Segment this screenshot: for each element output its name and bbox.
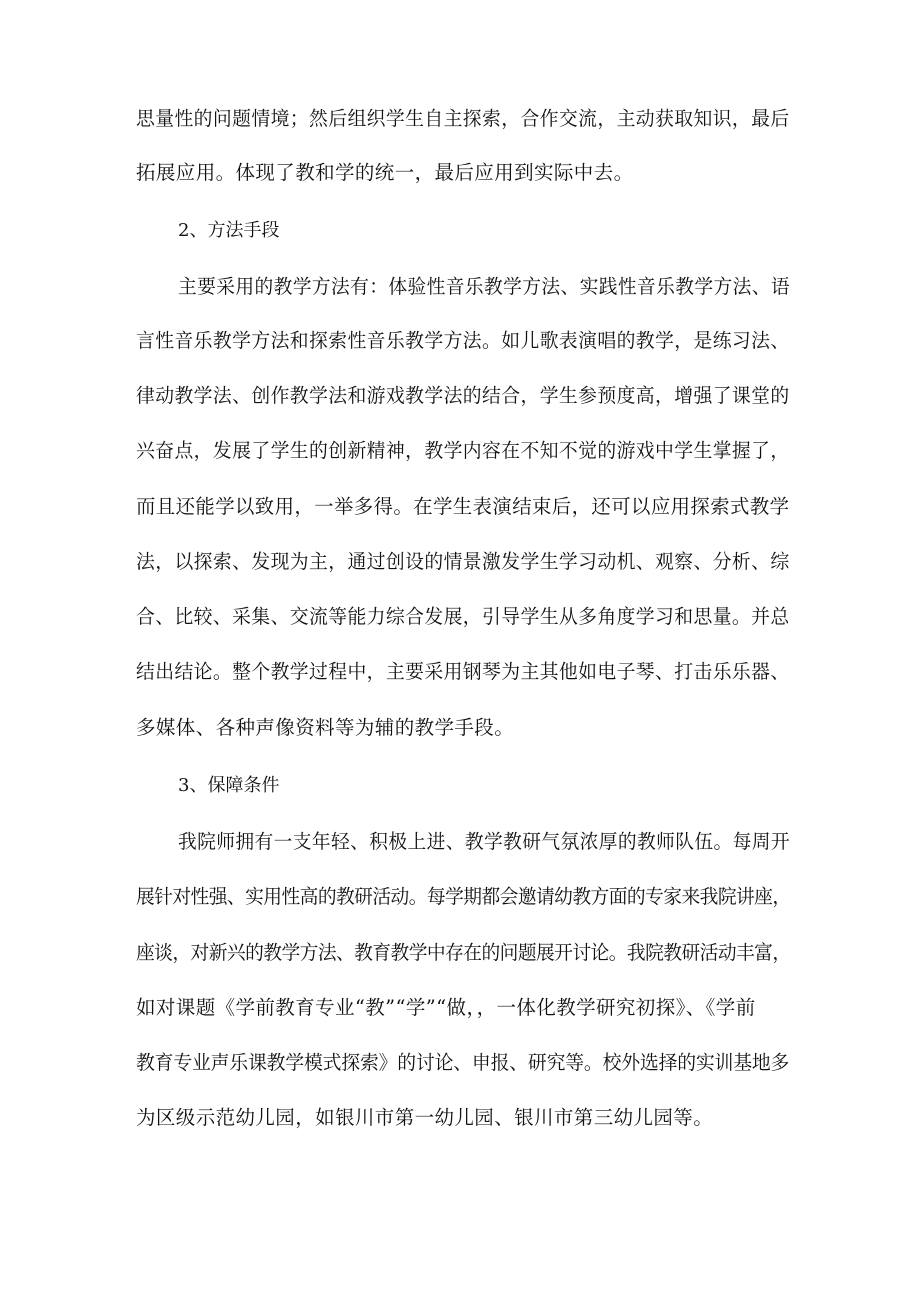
methods-line-2: 言性音乐教学方法和探索性音乐教学方法。如儿歌表演唱的教学，是练习法、	[136, 329, 790, 352]
conditions-line-6: 为区级示范幼儿园，如银川市第一幼儿园、银川市第三幼儿园等。	[136, 1106, 714, 1129]
conditions-line-5: 教育专业声乐课教学模式探索》的讨论、申报、研究等。校外选择的实训基地多	[136, 1051, 790, 1074]
methods-line-1: 主要采用的教学方法有：体验性音乐教学方法、实践性音乐教学方法、语	[178, 275, 790, 298]
intro-line-1: 思量性的问题情境；然后组织学生自主探索，合作交流，主动获取知识，最后	[136, 107, 790, 130]
methods-line-4: 兴奋点，发展了学生的创新精神，教学内容在不知不觉的游戏中学生掌握了，	[136, 439, 790, 462]
methods-line-9: 多媒体、各种声像资料等为辅的教学手段。	[136, 716, 515, 739]
intro-line-2: 拓展应用。体现了教和学的统一，最后应用到实际中去。	[136, 161, 634, 184]
methods-line-6: 法，以探索、发现为主，通过创设的情景激发学生学习动机、观察、分析、综	[136, 550, 790, 573]
conditions-line-2: 展针对性强、实用性高的教研活动。每学期都会邀请幼教方面的专家来我院讲座，	[136, 885, 791, 908]
conditions-line-3: 座谈，对新兴的教学方法、教育教学中存在的问题展开讨论。我院教研活动丰富，	[136, 941, 791, 964]
section-heading-conditions: 3、保障条件	[178, 775, 280, 796]
methods-line-8: 结出结论。整个教学过程中，主要采用钢琴为主其他如电子琴、打击乐乐器、	[136, 660, 790, 683]
conditions-line-1: 我院师拥有一支年轻、积极上进、教学教研气氛浓厚的教师队伍。每周开	[178, 830, 790, 853]
methods-line-3: 律动教学法、创作教学法和游戏教学法的结合，学生参预度高，增强了课堂的	[136, 384, 790, 407]
section-heading-methods: 2、方法手段	[178, 220, 280, 241]
conditions-line-4: 如对课题《学前教育专业“教”“学”“做，，一体化教学研究初探》、《学前	[136, 996, 756, 1019]
methods-line-5: 而且还能学以致用，一举多得。在学生表演结束后，还可以应用探索式教学	[136, 495, 790, 518]
methods-line-7: 合、比较、采集、交流等能力综合发展，引导学生从多角度学习和思量。并总	[136, 605, 790, 628]
